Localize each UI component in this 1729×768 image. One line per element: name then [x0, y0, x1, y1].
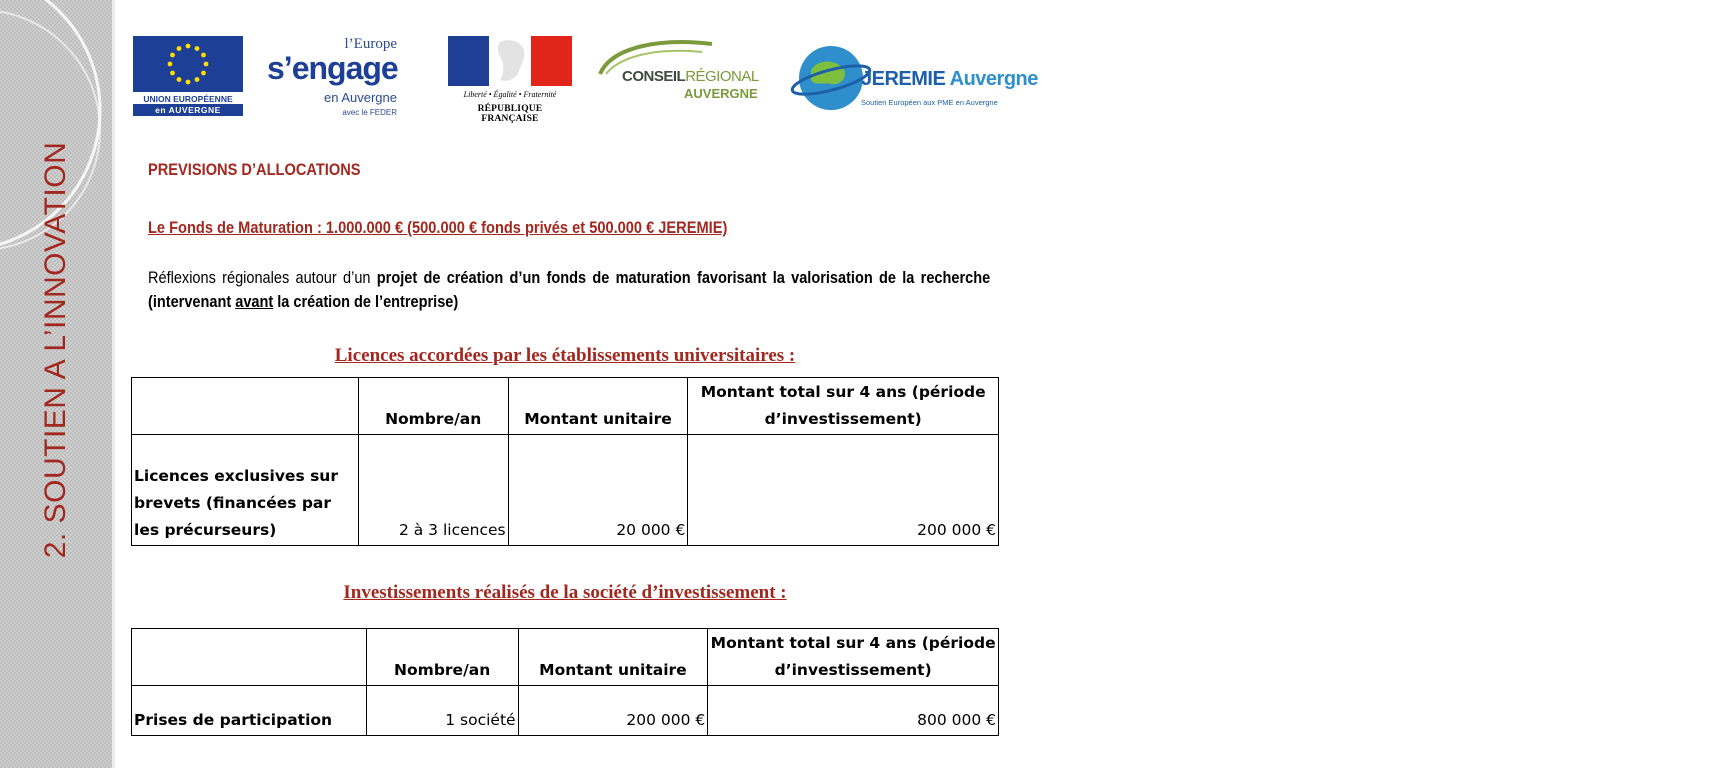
- fund-subheading: Le Fonds de Maturation : 1.000.000 € (500.000 € fonds privés et 500.000 € JEREMIE): [148, 218, 728, 237]
- row-nombre: 1 société: [366, 686, 518, 736]
- rf-name: RÉPUBLIQUE FRANÇAISE: [477, 104, 543, 124]
- side-title-container: [0, 0, 112, 768]
- row-unitaire: 200 000 €: [518, 686, 708, 736]
- jeremie-logo: [795, 36, 1038, 120]
- row-unitaire: 20 000 €: [508, 435, 688, 546]
- header-cell-empty: [132, 629, 367, 686]
- header-nombre: Nombre/an: [366, 629, 518, 686]
- engage-top: l’Europe: [344, 36, 397, 52]
- engage-main: s’engage: [267, 50, 398, 86]
- licences-caption: Licences accordées par les établissements universitaires :: [334, 345, 796, 366]
- header-nombre: Nombre/an: [358, 378, 508, 435]
- row-label: Licences exclusives sur brevets (financées par les précurseurs): [132, 435, 359, 546]
- investissements-caption: Investissements réalisés de la société d’investissement :: [343, 582, 787, 603]
- row-nombre: 2 à 3 licences: [358, 435, 508, 546]
- conseil-region: AUVERGNE: [684, 86, 758, 101]
- republique-francaise-logo: [448, 36, 572, 124]
- header-montant-total: Montant total sur 4 ans (période d’investissement): [708, 629, 999, 686]
- table-row: [132, 686, 999, 736]
- table-header-row: [132, 629, 999, 686]
- header-cell-empty: [132, 378, 359, 435]
- eu-logo-line1: UNION EUROPÉENNE: [143, 94, 233, 104]
- rf-motto: Liberté • Égalité • Fraternité: [463, 90, 557, 99]
- page-heading: PREVISIONS D’ALLOCATIONS: [148, 160, 361, 179]
- conseil-main: CONSEILRÉGIONAL: [622, 68, 759, 85]
- side-title: 2. SOUTIEN A L’INNOVATION: [39, 141, 72, 559]
- header-montant-unitaire: Montant unitaire: [518, 629, 708, 686]
- eu-logo: [133, 36, 243, 116]
- row-label: Prises de participation: [132, 686, 367, 736]
- engage-feder: avec le FEDER: [342, 108, 397, 117]
- table-header-row: [132, 378, 999, 435]
- engage-region: en Auvergne: [323, 90, 397, 105]
- french-flag-icon: [448, 36, 572, 86]
- globe-icon: [795, 40, 871, 116]
- eu-flag-icon: [133, 36, 243, 92]
- eu-logo-line2: en AUVERGNE: [133, 104, 243, 116]
- jeremie-tagline: Soutien Européen aux PME en Auvergne: [861, 98, 998, 107]
- europe-engage-logo: [265, 36, 405, 120]
- licences-table: [131, 377, 999, 546]
- header-montant-total: Montant total sur 4 ans (période d’investissement): [688, 378, 999, 435]
- header-montant-unitaire: Montant unitaire: [508, 378, 688, 435]
- jeremie-name: JEREMIE Auvergne: [861, 68, 1038, 90]
- table-row: [132, 435, 999, 546]
- conseil-regional-logo: [592, 36, 772, 120]
- intro-paragraph: Réflexions régionales autour d’un projet de création d’un fonds de maturation favorisant la valorisation de la recherche (intervenant avant la création de l’entreprise): [148, 268, 991, 311]
- row-total: 200 000 €: [688, 435, 999, 546]
- row-total: 800 000 €: [708, 686, 999, 736]
- side-band-edge: [112, 0, 115, 768]
- investissements-table: [131, 628, 999, 736]
